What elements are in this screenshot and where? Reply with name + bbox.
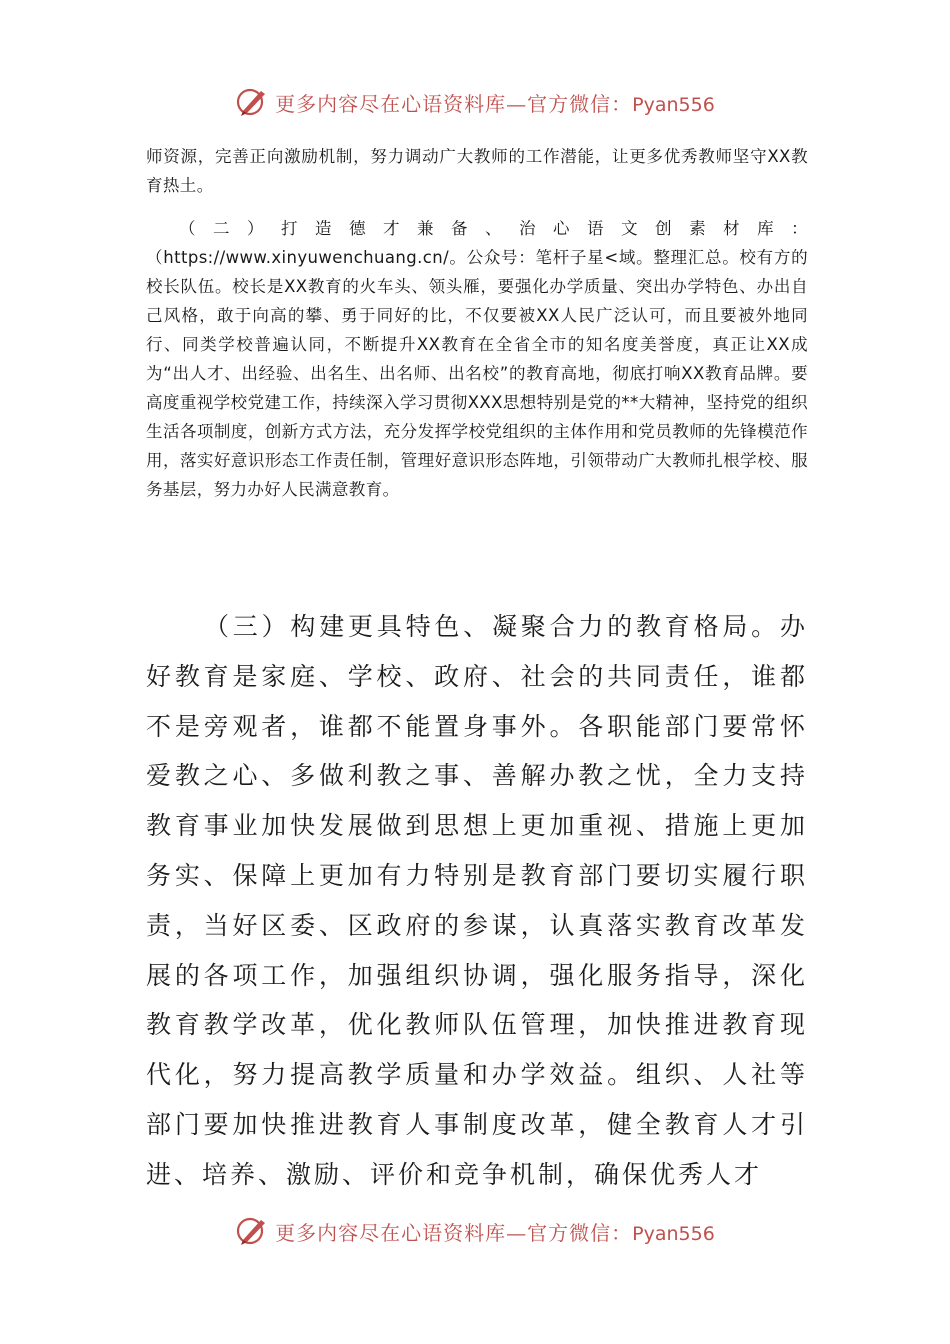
pen-logo-icon: [235, 85, 269, 119]
paragraph-three-text: （三）构建更具特色、凝聚合力的教育格局。办好教育是家庭、学校、政府、社会的共同责任，谁都不是旁观者，谁都不能置身事外。各职能部门要常怀爱教之心、多做利教之事、善解办教之忧，全力支持教育事业加快发展做到思想上更加重视、措施上更加务实、保障上更加有力特别是教育部门要切实履行职责，当好区委、区政府的参谋，认真落实教育改革发展的各项工作，加强组织协调，强化服务指导，深化教育教学改革，优化教师队伍管理，加快推进教育现代化，努力提高教学质量和办学效益。组织、人社等部门要加快推进教育人事制度改革，健全教育人才引进、培养、激励、评价和竞争机制，确保优秀人才: [146, 612, 808, 1189]
paragraph-continued-text: 师资源，完善正向激励机制，努力调动广大教师的工作潜能，让更多优秀教师坚守XX教育热土。: [146, 147, 808, 195]
footer-banner-text: 更多内容尽在心语资料库—官方微信：Pyan556: [275, 1220, 715, 1245]
paragraph-three: [146, 602, 808, 1200]
paragraph-two-text: （二）打造德才兼备、治心语文创素材库：（https://www.xinyuwenchuang.cn/。公众号：笔杆子星<域。整理汇总。校有方的校长队伍。校长是XX教育的火车头、领头雁，要强化办学质量、突出办学特色、办出自己风格，敢于向高的攀、勇于同好的比，不仅要被XX人民广泛认可，而且要被外地同行、同类学校普遍认同，不断提升XX教育在全省全市的知名度美誉度，真正让XX成为“出人才、出经验、出名生、出名师、出名校”的教育高地，彻底打响XX教育品牌。要高度重视学校党建工作，持续深入学习贯彻XXX思想特别是党的**大精神，坚持党的组织生活各项制度，创新方式方法，充分发挥学校党组织的主体作用和党员教师的先锋模范作用，落实好意识形态工作责任制，管理好意识形态阵地，引领带动广大教师扎根学校、服务基层，努力办好人民满意教育。: [146, 219, 808, 499]
header-banner: [0, 82, 950, 122]
paragraph-two: [146, 214, 808, 504]
pen-logo-icon: [235, 1214, 269, 1248]
footer-banner: [0, 1211, 950, 1251]
header-banner-text: 更多内容尽在心语资料库—官方微信：Pyan556: [275, 91, 715, 116]
paragraph-continued: [146, 142, 808, 200]
